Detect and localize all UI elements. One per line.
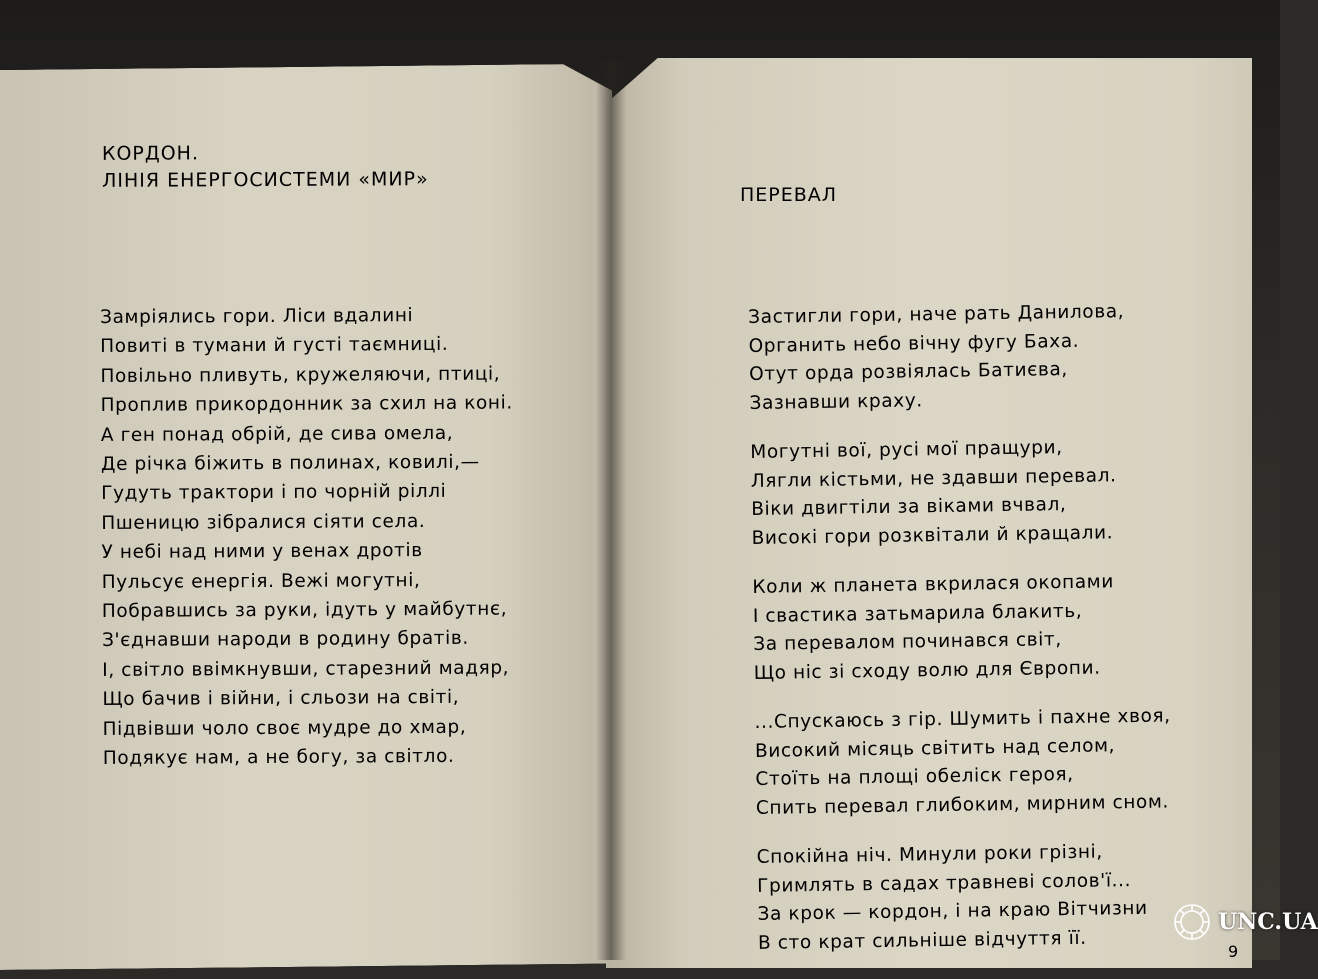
stanza (754, 702, 1172, 823)
left-title-line-2: ЛІНІЯ ЕНЕРГОСИСТЕМИ «МИР» (102, 168, 429, 192)
poem-line: Гримлять в садах травневі солов'ї... (756, 869, 1132, 897)
left-poem-title (102, 139, 429, 195)
poem-line: Де річка біжить в полинах, ковилі,— (100, 451, 480, 476)
poem-line: ...Спускаюсь з гір. Шумить і пахне хвоя, (754, 705, 1171, 733)
poem-line: Побравшись за руки, ідуть у майбутнє, (101, 598, 508, 623)
stanza (748, 297, 1166, 418)
poem-line: З'єднавши народи в родину братів. (102, 628, 469, 652)
poem-line: Підвівши чоло своє мудре до хмар, (102, 716, 467, 740)
poem-line: Спить перевал глибоким, мирним сном. (755, 790, 1170, 819)
poem-line: Органить небо вічну фугу Баха. (748, 330, 1080, 357)
watermark-text: UNC.UA (1218, 909, 1318, 935)
poem-line: Коли ж планета вкрилася окопами (752, 571, 1115, 598)
poem-line: За перевалом починався світ, (753, 629, 1062, 655)
poem-line: Могутні вої, русі мої пращури, (750, 437, 1063, 463)
poem-line: Повільно пливуть, кружеляючи, птиці, (100, 363, 501, 387)
poem-line: Замріялись гори. Ліси вдалині (100, 305, 414, 328)
poem-line: Гудуть трактори і по чорній ріллі (101, 481, 447, 505)
poem-line: Пульсує енергія. Вежі могутні, (101, 569, 421, 593)
poem-line: Віки двигтіли за віками вчвал, (751, 494, 1067, 520)
watermark (1172, 902, 1318, 942)
poem-line: Отут орда розвіялась Батиєва, (748, 358, 1068, 385)
poem-line: І, світло ввімкнувши, старезний мадяр, (102, 657, 510, 681)
poem-line: Що бачив і війни, і сльози на світі, (102, 687, 460, 711)
stanza (756, 837, 1174, 958)
poem-line: За крок — кордон, і на краю Вітчизни (757, 897, 1148, 925)
poem-line: А ген понад обрій, де сива омела, (100, 422, 454, 446)
poem-line: Проплив прикордонник за схил на коні. (100, 392, 513, 417)
right-poem-title: ПЕРЕВАЛ (740, 184, 838, 206)
poem-line: Стоїть на площі обеліск героя, (755, 763, 1074, 790)
poem-line: Застигли гори, наче рать Данилова, (748, 301, 1125, 328)
stanza (750, 432, 1168, 553)
left-poem-body (100, 300, 515, 773)
right-poem-body (748, 297, 1175, 978)
poem-line: Зазнавши краху. (749, 389, 923, 414)
page-number: 9 (1228, 942, 1239, 961)
poem-line: Високі гори розквітали й кращали. (751, 521, 1114, 549)
unc-seal-icon (1172, 902, 1212, 942)
poem-line: Подякує нам, а не богу, за світло. (102, 745, 455, 770)
poem-line: В сто крат сильніше відчуття її. (757, 927, 1087, 954)
book-gutter (596, 60, 626, 960)
poem-line: Пшеницю зібралися сіяти села. (101, 510, 426, 534)
poem-line: І свастика затьмарила блакить, (752, 600, 1083, 627)
poem-line: Спокійна ніч. Минули роки грізні, (756, 841, 1103, 868)
poem-line: Лягли кістьми, не здавши перевал. (750, 464, 1117, 492)
stanza (752, 567, 1170, 688)
poem-line: У небі над ними у венах дротів (101, 540, 423, 564)
poem-line: Високий місяць світить над селом, (754, 734, 1116, 762)
poem-line: Повиті в тумани й густі таємниці. (100, 334, 449, 358)
left-title-line-1: КОРДОН. (101, 142, 200, 165)
poem-line: Що ніс зі сходу волю для Європи. (753, 657, 1101, 684)
